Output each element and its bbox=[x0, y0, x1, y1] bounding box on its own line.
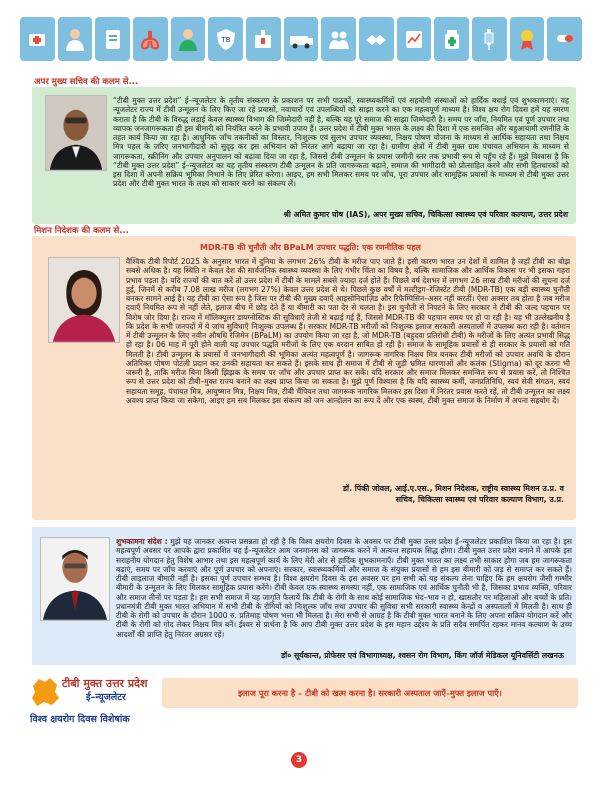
health-kit-icon bbox=[20, 17, 55, 61]
family-icon bbox=[321, 17, 356, 61]
hospital-icon bbox=[246, 17, 281, 61]
medical-chart-icon bbox=[397, 17, 432, 61]
md-signature-line1: डॉ. पिंकी जोवल, आई.ए.एस., मिशन निदेशक, राष्ट्रीय स्वास्थ्य मिशन उ.प्र. व bbox=[342, 484, 564, 493]
special-edition-label: विश्व क्षयरोग दिवस विशेषांक bbox=[30, 714, 130, 725]
ambulance-icon bbox=[284, 17, 319, 61]
female-doctor-icon bbox=[171, 17, 206, 61]
syringe-icon bbox=[472, 17, 507, 61]
handshake-icon bbox=[359, 17, 394, 61]
svg-text:TB: TB bbox=[221, 36, 231, 44]
professor-signature: डॉ० सूर्यकान्त, प्रोफेसर एवं विभागाध्यक्ष, श्वसन रोग विभाग, किंग जॉर्ज मेडिकल यूनिवर्सिटी लखनऊ bbox=[281, 651, 564, 660]
newsletter-brand: टीबी मुक्त उत्तर प्रदेश bbox=[62, 677, 148, 690]
acs-message-text: “टीबी मुक्त उत्तर प्रदेश” ई–न्यूजलेटर के तृतीय संस्करण के प्रकाशन पर सभी पाठकों, स्वास्थ्यकर्मियों एवं सहयोगी संस्थाओं को हार्दिक बधाई एवं शुभकामनाएं। यह न्यूजलेटर राज्य में टीबी उन्मूलन के लिए किए जा रहे प्रयासों, नवाचारों एवं उपलब्धियों को साझा करने का एक महत्वपूर्ण माध्यम है। विश्व क्षय रोग दिवस हमें यह स्मरण कराता है कि टीबी के विरुद्ध लड़ाई केवल स्वास्थ्य विभाग की जिम्मेदारी नहीं है, बल्कि यह पूरे समाज की साझा जिम्मेदारी है। समय पर जाँच, नियमित एवं पूर्ण उपचार तथा व्यापक जनजागरूकता ही इस बीमारी को नियंत्रित करने के प्रभावी उपाय हैं। उत्तर प्रदेश में टीबी मुक्त भारत के लक्ष्य की दिशा में एक समन्वित और बहुआयामी रणनीति के तहत कार्य किया जा रहा है। आधुनिक जाँच तकनीकों का विस्तार, निःशुल्क एवं सुलभ उपचार व्यवस्था, निक्षय पोषण योजना के माध्यम से आर्थिक सहायता तथा निक्षय मित्र पहल के जरिए जनभागीदारी को सुदृढ़ कर इस अभियान को निरंतर आगे बढ़ाया जा रहा है। ग्रामीण क्षेत्रों में टीबी मुक्त ग्राम पंचायत अभियान के माध्यम से जागरूकता, स्क्रीनिंग और उपचार अनुपालन को बढ़ावा दिया जा रहा है, जिससे टीबी उन्मूलन के प्रयास जमीनी स्तर तक प्रभावी रूप से पहुँच रहे हैं। मुझे विश्वास है कि “टीबी मुक्त उत्तर प्रदेश” ई–न्यूजलेटर का यह तृतीय संस्करण टीबी उन्मूलन के प्रति जागरूकता बढ़ाने, समाज की भागीदारी को प्रोत्साहित करने और सभी हितधारकों को इस दिशा में अपनी सक्रिय भूमिका निभाने के लिए प्रेरित करेगा। आइए, हम सभी मिलकर समय पर जाँच, पूरा उपचार और सामूहिक प्रयासों के माध्यम से टीबी मुक्त उत्तर प्रदेश और टीबी मुक्त भारत के लक्ष्य को साकार करने का संकल्प लें। bbox=[113, 96, 569, 189]
newsletter-subtitle: ई–न्यूजलेटर bbox=[86, 692, 126, 703]
clipboard-icon bbox=[95, 17, 130, 61]
greeting-lead: शुभकामना संदेश : bbox=[116, 537, 168, 546]
md-message-text: वैश्विक टीबी रिपोर्ट 2025 के अनुसार भारत में दुनिया के लगभग 26% टीबी के मरीज पाए जाते हैं। इसी कारण भारत उन देशों में शामिल है जहाँ टीबी का बोझ सबसे अधिक है। यह स्थिति न केवल देश की सार्वजनिक स्वास्थ्य व्यवस्था के लिए गंभीर चिंता का विषय है, बल्कि सामाजिक और आर्थिक विकास पर भी इसका गहरा प्रभाव पड़ता है। यदि राज्यों की बात करें तो उत्तर प्रदेश में टीबी के मामले सबसे ज्यादा दर्ज होते हैं। पिछले वर्ष देशभर में लगभग 26 लाख टीबी मरीजों की सूचना दर्ज हुई, जिनमें से करीब 7.08 लाख मरीज (लगभग 27%) केवल उत्तर प्रदेश से थे। पिछले कुछ वर्षों में मल्टीड्रग–रेजिस्टेंट टीबी (MDR-TB) एक बड़ी स्वास्थ्य चुनौती बनकर सामने आई है। यह टीबी का ऐसा रूप है जिस पर टीबी की मुख्य दवाएँ आइसोनियाज़िड और रिफैम्पिसिन–असर नहीं करतीं। ऐसा अक्सर तब होता है जब मरीज दवाएँ नियमित रूप से नहीं लेते, इलाज बीच में छोड़ देते हैं या बीमारी का पता देर से चलता है। इस चुनौती से निपटने के लिए सरकार ने टीबी की जल्द पहचान पर विशेष जोर दिया है। राज्य में मॉलिक्यूलर डायग्नोस्टिक की सुविधाएँ तेजी से बढ़ाई गई हैं, जिससे MDR-TB की पहचान समय पर हो पा रही है। यह भी उल्लेखनीय है कि प्रदेश के सभी जनपदों में ये जांच सुविधाएँ निःशुल्क उपलब्ध हैं। सरकार MDR-TB मरीजों को निःशुल्क इलाज सरकारी अस्पतालों में उपलब्ध करा रही है। वर्तमान में टीबी उन्मूलन के लिए नवीन औषधि रेजिमेन (BPaLM) का उपयोग किया जा रहा है, जो MDR-TB (बहुदवा प्रतिरोधी टीबी) के मरीजों के लिए अत्यंत प्रभावी सिद्ध हो रहा है। 06 माह में पूरी होने वाली यह उपचार पद्धति मरीजों के लिए एक वरदान साबित हो रही है। समाज के सामूहिक प्रयासों से ही सरकार के प्रयासों को गति मिलती है। टीबी उन्मूलन के प्रयासों में जनभागीदारी की भूमिका अत्यंत महत्वपूर्ण है। जागरूक नागरिक निक्षय मित्र बनकर टीबी मरीजों को उपचार अवधि के दौरान अतिरिक्त पोषण पोटली प्रदान कर उनकी सहायता कर सकते हैं। इसके साथ ही समाज में टीबी से जुड़ी भ्रमित धारणाओं और कलंक (Stigma) को दूर करना भी जरूरी है, ताकि मरीज बिना किसी झिझक के समय पर जाँच और उपचार प्राप्त कर सकें। यदि सरकार और समाज मिलकर समन्वित रूप से प्रयास करें, तो निश्चित रूप से उत्तर प्रदेश को टीबी–मुक्त राज्य बनाने का लक्ष्य प्राप्त किया जा सकता है। मुझे पूर्ण विश्वास है कि यदि स्वास्थ्य कर्मी, जनप्रतिनिधि, स्वयं सेवी संगठन, स्वयं सहायता समूह, पंचायत मित्र, आयुष्मान मित्र, निक्षय मित्र, टीबी चैंपियन तथा जागरूक नागरिक मिलकर इस दिशा में निरंतर प्रयास करते रहें, तो टीबी उन्मूलन का लक्ष्य अवश्य प्राप्त किया जा सकेगा, आइए हम सब मिलकर इस संकल्प को जन आन्दोलन का रूप दें और एक स्वस्थ, टीबी मुक्त समाज के निर्माण में अपना सहयोग दें। bbox=[126, 257, 570, 405]
greeting-body: मुझे यह जानकर अत्यन्त प्रसन्नता हो रही है कि विश्व क्षयरोग दिवस के अवसर पर टीबी मुक्त उत्तर प्रदेश ई–न्यूजलेटर प्रकाशित किया जा रहा है। इस महत्वपूर्ण अवसर पर आपके द्वारा प्रकाशित यह ई–न्यूजलेटर आम जनमानस को जागरूक करने में अत्यन्त सहायक सिद्ध होगा। टीबी मुक्त उत्तर प्रदेश बनाने में आपके इस सराहनीय योगदान हेतु विशेष आभार तथा इस महत्वपूर्ण कार्य के लिए मेरी ओर से हार्दिक शुभकामनाएँ। टीबी मुक्त भारत का लक्ष्य तभी साकार होगा जब हम जागरूकता बढ़ाएं, समय पर जाँच करवाएं और पूर्ण उपचार को अपनाएं। सरकार, स्वास्थ्यकर्मियों और समाज के संयुक्त प्रयासों से हम इस बीमारी को जड़ से समाप्त कर सकते हैं। टीबी लाइलाज बीमारी नहीं है। इसका पूर्ण उपचार सम्भव है। विश्व क्षयरोग दिवस के इस अवसर पर हम सभी को यह संकल्प लेना चाहिए कि हम क्षयरोग जैसी गम्भीर बीमारी के उन्मूलन के लिए मिलकर सामूहिक प्रयास करेंगे। टीबी केवल एक स्वास्थ्य समस्या नहीं, एक सामाजिक एवं आर्थिक चुनौती भी है, जिसका प्रभाव व्यक्ति, परिवार और समाज तीनों पर पड़ता है। हम सभी समाज में यह जागृति फैलायें कि टीबी के रोगी के साथ कोई सामाजिक भेद–भाव न हो, खासतौर पर महिलाओं और बच्चों के प्रति। प्रधानमंत्री टीबी मुक्त भारत अभियान में सभी टीबी के रोगियों को निःशुल्क जाँच तथा उपचार की सुविधा सभी सरकारी स्वास्थ्य केन्द्रों व अस्पतालों में मिलती है। साथ ही टीबी के रोगी को उपचार के दौरान 1000 रु. प्रतिमाह पोषण भत्ता भी मिलता है। मेरा सभी से आग्रह है कि टीबी मुक्त भारत बनाने के लिए अपना सक्रिय योगदान करें और टीबी के रोगी को गोद लेकर निक्षय मित्र बनें। ईश्वर से प्रार्थना है कि आप टीबी मुक्त उत्तर प्रदेश के इस महान उद्देश्य के प्रति सदैव समर्पित रहकर मानव कल्याण के उच्च आदर्शों की प्राप्ति हेतु निरंतर अग्रसर रहें। bbox=[116, 537, 572, 639]
acs-signature: श्री अमित कुमार घोष (IAS), अपर मुख्य सचिव, चिकित्सा स्वास्थ्य एवं परिवार कल्याण, उत्तर प्रदेश bbox=[283, 210, 568, 219]
greeting-message-text bbox=[116, 537, 572, 648]
pills-icon bbox=[547, 17, 582, 61]
article-title: MDR-TB की चुनौती और BPaLM उपचार पद्धति: एक रणनीतिक पहल bbox=[200, 243, 421, 252]
page-number: 3 bbox=[291, 752, 307, 768]
award-icon bbox=[510, 17, 545, 61]
section-heading-md: मिशन निदेशक की कलम से... bbox=[34, 226, 129, 236]
md-portrait bbox=[48, 257, 120, 343]
section-heading-acs: अपर मुख्य सचिव की कलम से... bbox=[34, 77, 139, 87]
lungs-icon bbox=[133, 17, 168, 61]
uttar-pradesh-map-icon bbox=[30, 676, 60, 708]
medicine-icon bbox=[434, 17, 469, 61]
slogan-banner: इलाज पूरा करना है – टीबी को खत्म करना है। सरकारी अस्पताल जाएँ–मुफ्त इलाज पाएँ। bbox=[162, 678, 578, 708]
md-signature bbox=[343, 483, 564, 505]
acs-portrait bbox=[45, 95, 107, 171]
icon-banner bbox=[20, 17, 582, 61]
tb-shield-icon bbox=[208, 17, 243, 61]
footer bbox=[30, 676, 578, 728]
professor-portrait bbox=[40, 537, 110, 621]
doctor-icon bbox=[58, 17, 93, 61]
md-signature-line2: सचिव, चिकित्सा स्वास्थ्य एवं परिवार कल्याण विभाग, उ.प्र. bbox=[395, 495, 564, 504]
